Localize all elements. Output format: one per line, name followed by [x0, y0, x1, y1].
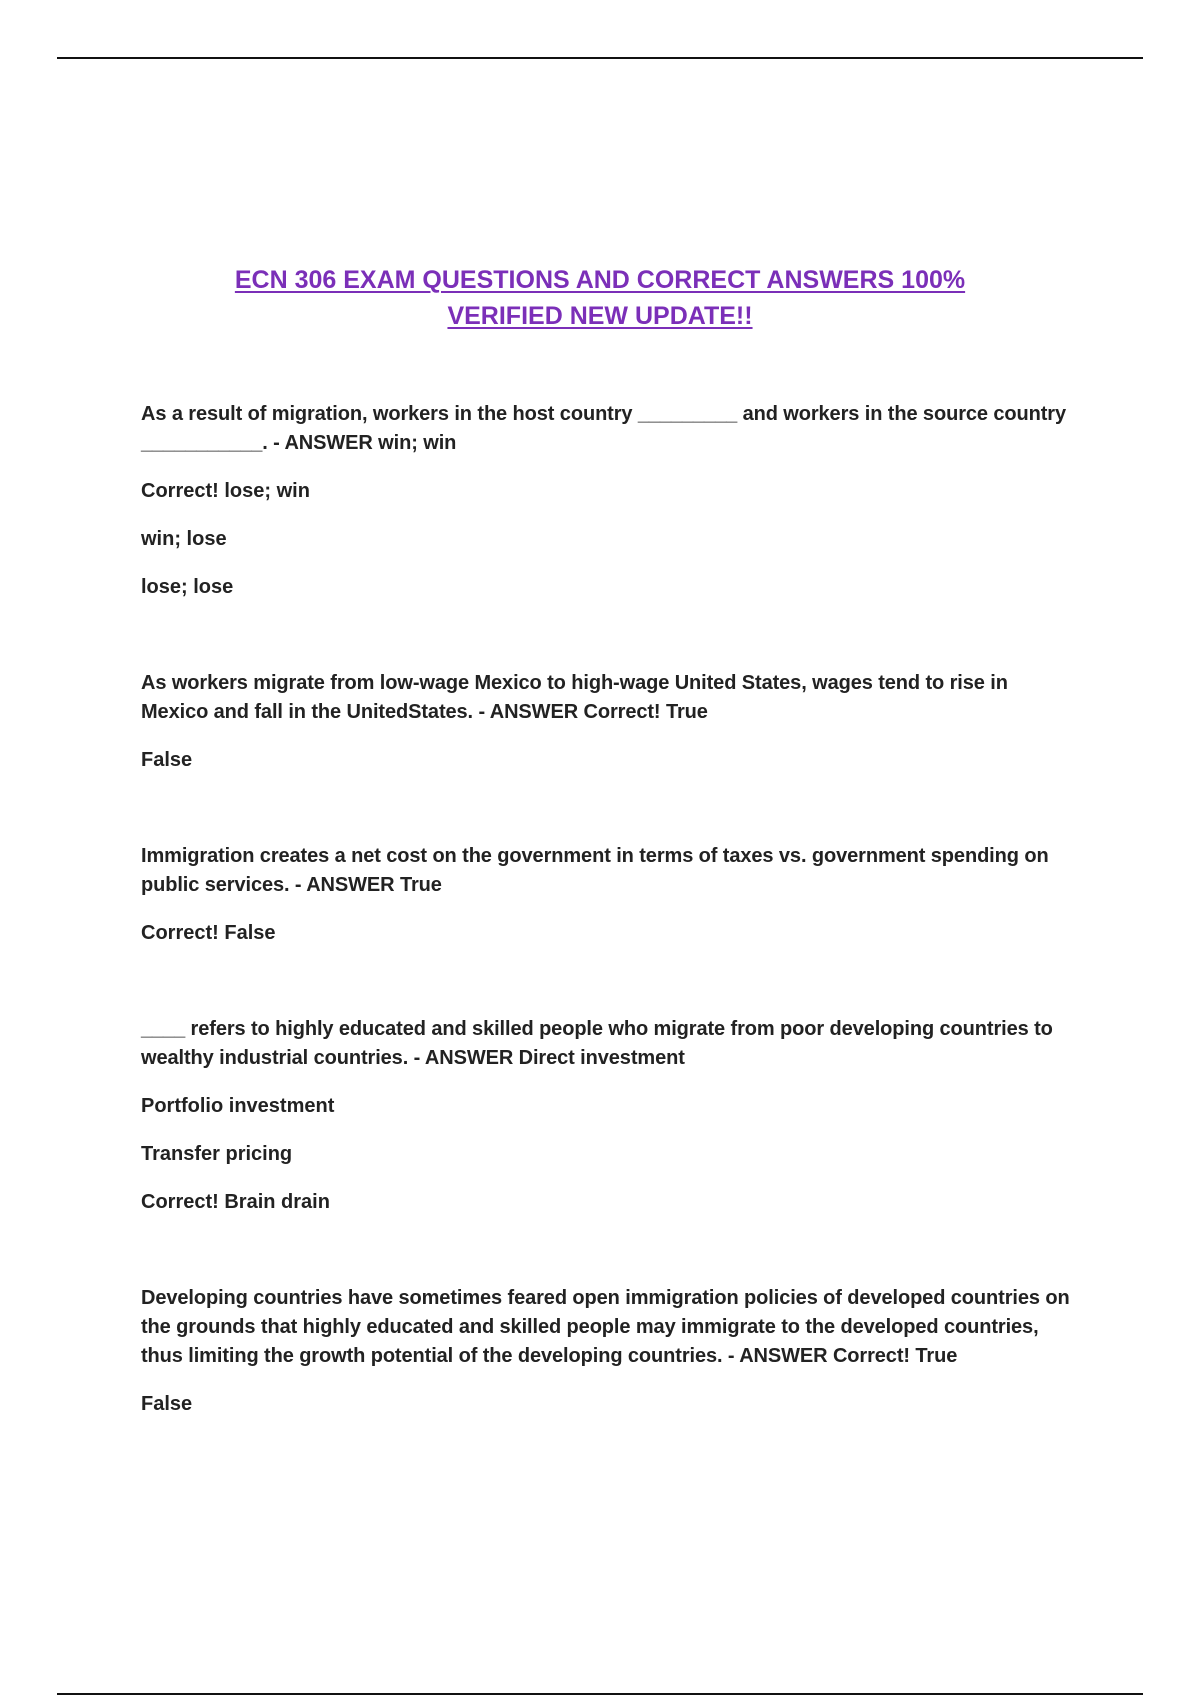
answer-option: Correct! lose; win: [141, 480, 310, 502]
answer-option: False: [141, 1393, 193, 1415]
question-block-1: [141, 400, 1071, 602]
bottom-divider: [57, 1693, 1143, 1695]
question-block-4: [141, 1015, 1071, 1217]
answer-option: Correct! Brain drain: [141, 1191, 330, 1213]
answer-option: False: [141, 749, 193, 771]
top-divider: [57, 57, 1143, 59]
answer-option: lose; lose: [141, 576, 234, 598]
question-text: Developing countries have sometimes feared open immigration policies of developed countries on the grounds that highly educated and skilled people may immigrate to the developed countries, thus limiting the growth potential of the developing countries. - ANSWER Correct! True: [141, 1287, 1070, 1367]
question-text: Immigration creates a net cost on the government in terms of taxes vs. government spending on public services. - ANSWER True: [141, 845, 1049, 896]
answer-option: Portfolio investment: [141, 1095, 335, 1117]
questions-list: [141, 400, 1071, 1438]
question-block-2: [141, 669, 1071, 775]
document-title: [130, 262, 1070, 334]
title-line-1: ECN 306 EXAM QUESTIONS AND CORRECT ANSWERS 100%: [234, 266, 966, 294]
question-text: ____ refers to highly educated and skilled people who migrate from poor developing countries to wealthy industrial countries. - ANSWER Direct investment: [141, 1018, 1053, 1069]
answer-option: win; lose: [141, 528, 227, 550]
question-text: As a result of migration, workers in the host country _________ and workers in the source country ___________. - ANSWER win; win: [141, 403, 1067, 454]
answer-option: Transfer pricing: [141, 1143, 293, 1165]
question-block-3: [141, 842, 1071, 948]
question-block-5: [141, 1284, 1071, 1419]
answer-option: Correct! False: [141, 922, 276, 944]
title-line-2: VERIFIED NEW UPDATE!!: [447, 302, 753, 330]
question-text: As workers migrate from low-wage Mexico to high-wage United States, wages tend to rise in Mexico and fall in the UnitedStates. - ANSWER Correct! True: [141, 672, 1008, 723]
